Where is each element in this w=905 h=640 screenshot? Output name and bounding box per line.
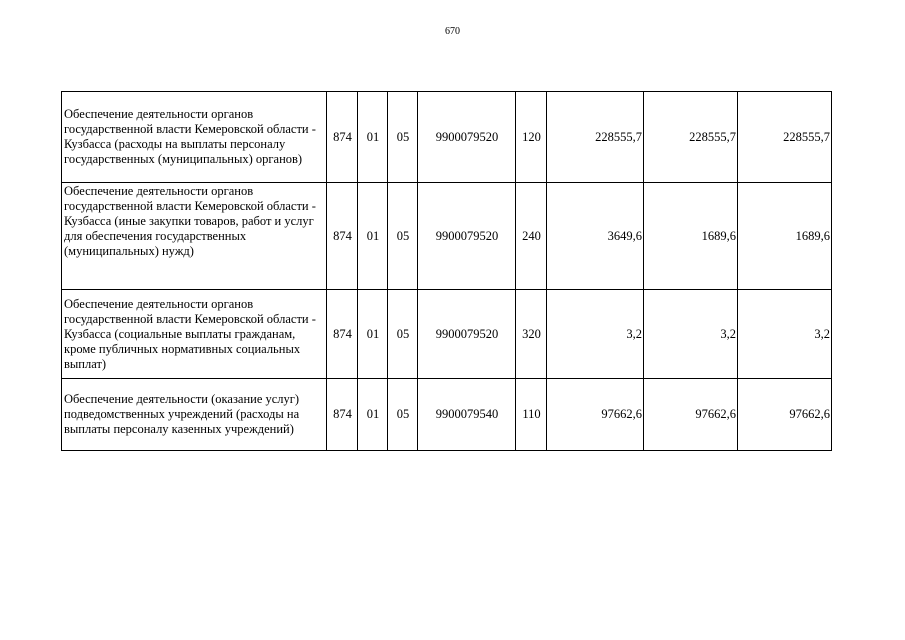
target-article-cell: 9900079540 bbox=[418, 379, 516, 451]
subsection-code-cell: 05 bbox=[388, 379, 418, 451]
budget-table bbox=[61, 91, 832, 451]
expense-name-cell: Обеспечение деятельности органов государственной власти Кемеровской области - Кузбасса (иные закупки товаров, работ и услуг для обеспечения государственных (муниципальных) нужд) bbox=[62, 183, 327, 290]
amount-year3-cell: 228555,7 bbox=[738, 92, 832, 183]
expense-name-cell: Обеспечение деятельности органов государственной власти Кемеровской области - Кузбасса (социальные выплаты гражданам, кроме публичных нормативных социальных выплат) bbox=[62, 290, 327, 379]
subsection-code-cell: 05 bbox=[388, 92, 418, 183]
expense-name-cell: Обеспечение деятельности (оказание услуг) подведомственных учреждений (расходы на выплаты персоналу казенных учреждений) bbox=[62, 379, 327, 451]
page-number: 670 bbox=[445, 26, 460, 37]
expense-type-cell: 240 bbox=[516, 183, 547, 290]
grbs-code-cell: 874 bbox=[327, 290, 358, 379]
amount-year2-cell: 97662,6 bbox=[644, 379, 738, 451]
amount-year3-cell: 3,2 bbox=[738, 290, 832, 379]
expense-type-cell: 320 bbox=[516, 290, 547, 379]
subsection-code-cell: 05 bbox=[388, 290, 418, 379]
target-article-cell: 9900079520 bbox=[418, 290, 516, 379]
expense-type-cell: 120 bbox=[516, 92, 547, 183]
amount-year2-cell: 3,2 bbox=[644, 290, 738, 379]
amount-year1-cell: 97662,6 bbox=[547, 379, 644, 451]
amount-year1-cell: 3649,6 bbox=[547, 183, 644, 290]
expense-type-cell: 110 bbox=[516, 379, 547, 451]
section-code-cell: 01 bbox=[358, 92, 388, 183]
section-code-cell: 01 bbox=[358, 183, 388, 290]
amount-year1-cell: 3,2 bbox=[547, 290, 644, 379]
table-row bbox=[62, 379, 832, 451]
amount-year1-cell: 228555,7 bbox=[547, 92, 644, 183]
amount-year2-cell: 228555,7 bbox=[644, 92, 738, 183]
target-article-cell: 9900079520 bbox=[418, 183, 516, 290]
grbs-code-cell: 874 bbox=[327, 379, 358, 451]
grbs-code-cell: 874 bbox=[327, 183, 358, 290]
amount-year2-cell: 1689,6 bbox=[644, 183, 738, 290]
subsection-code-cell: 05 bbox=[388, 183, 418, 290]
section-code-cell: 01 bbox=[358, 290, 388, 379]
table-row bbox=[62, 183, 832, 290]
section-code-cell: 01 bbox=[358, 379, 388, 451]
grbs-code-cell: 874 bbox=[327, 92, 358, 183]
table-row bbox=[62, 92, 832, 183]
table-row bbox=[62, 290, 832, 379]
amount-year3-cell: 1689,6 bbox=[738, 183, 832, 290]
amount-year3-cell: 97662,6 bbox=[738, 379, 832, 451]
expense-name-cell: Обеспечение деятельности органов государственной власти Кемеровской области - Кузбасса (расходы на выплаты персоналу государственных (муниципальных) органов) bbox=[62, 92, 327, 183]
target-article-cell: 9900079520 bbox=[418, 92, 516, 183]
